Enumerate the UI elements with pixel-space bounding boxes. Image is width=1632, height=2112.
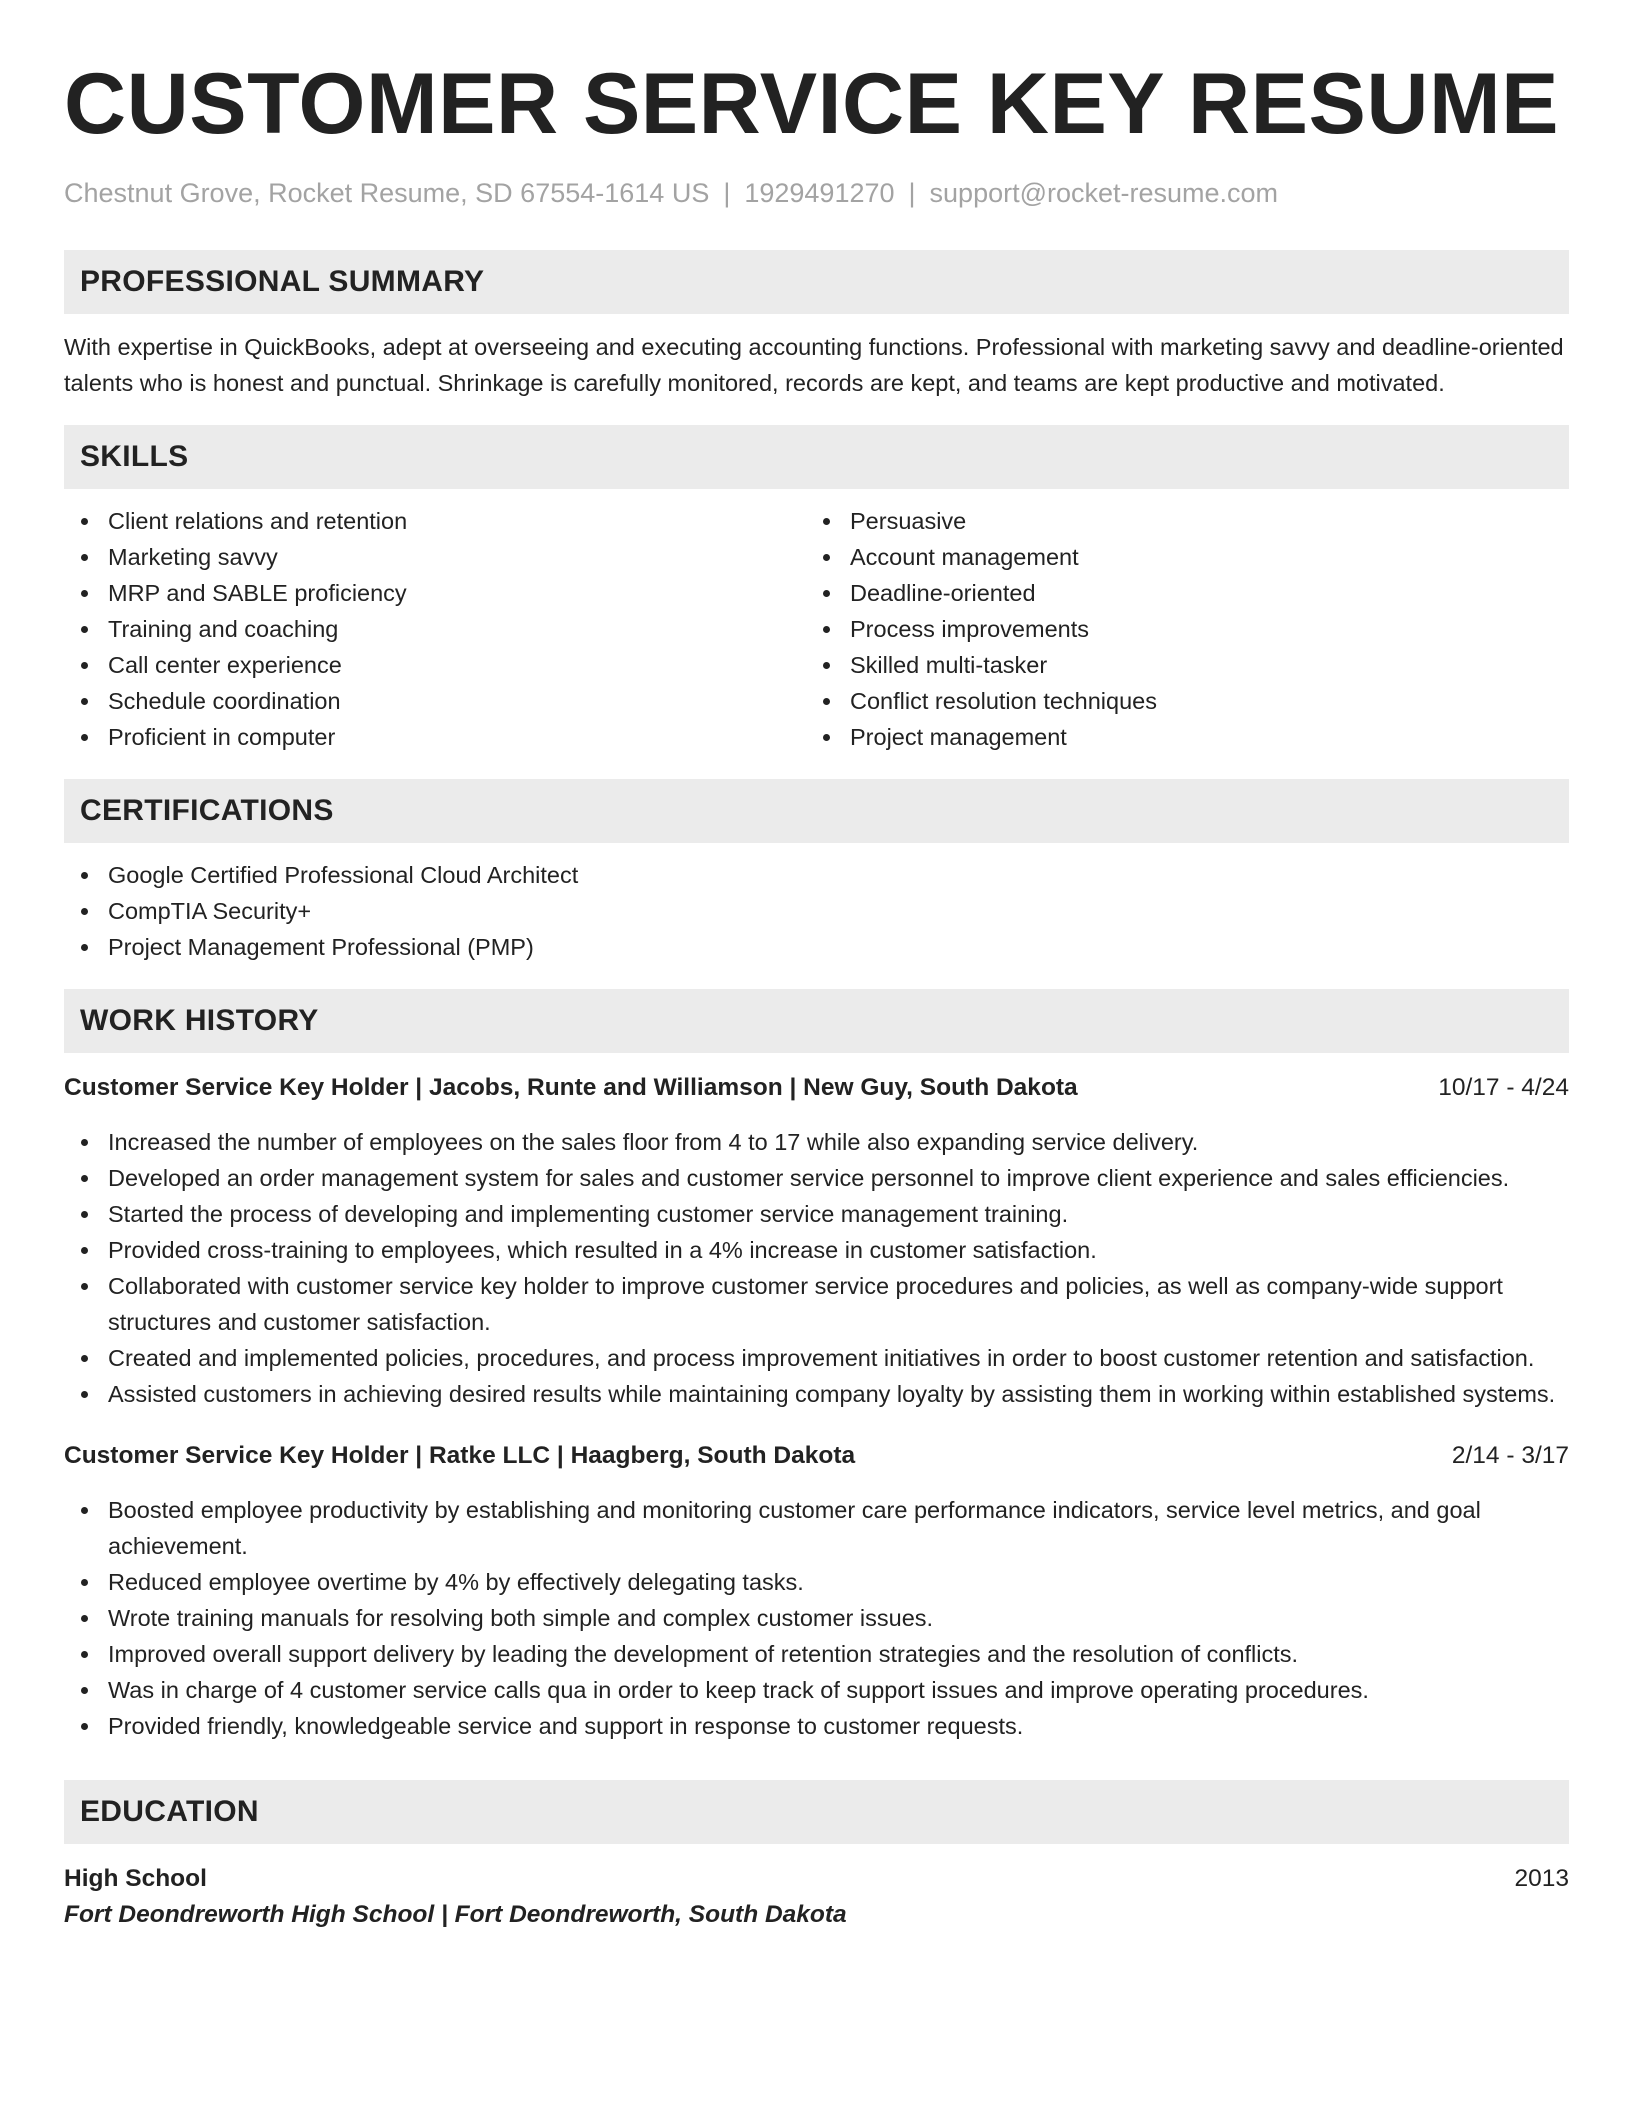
skill-item: Call center experience <box>64 647 806 683</box>
skill-item: Process improvements <box>806 611 1548 647</box>
education-school: Fort Deondreworth High School | Fort Deondreworth, South Dakota <box>64 1901 847 1928</box>
job-bullet: Provided friendly, knowledgeable service and support in response to customer requests. <box>64 1708 1569 1744</box>
job-dates: 10/17 - 4/24 <box>1438 1074 1569 1101</box>
skill-item: Skilled multi-tasker <box>806 647 1548 683</box>
skills-heading: SKILLS <box>64 425 1569 489</box>
job-bullets <box>64 1124 1569 1412</box>
education-degree: High School <box>64 1865 207 1892</box>
contact-line <box>64 176 1569 210</box>
skill-item: Project management <box>806 719 1548 755</box>
skill-item: Client relations and retention <box>64 503 806 539</box>
skills-list-right <box>806 503 1548 755</box>
education-section <box>64 1780 1569 1933</box>
job-header <box>64 1070 1569 1106</box>
certification-item: CompTIA Security+ <box>64 893 1569 929</box>
job-entry <box>64 1070 1569 1412</box>
job-bullet: Started the process of developing and implementing customer service management training. <box>64 1196 1569 1232</box>
education-year: 2013 <box>1514 1865 1569 1892</box>
job-bullet: Boosted employee productivity by establishing and monitoring customer care performance indicators, service level metrics, and goal achievement. <box>64 1492 1569 1564</box>
certifications-heading: CERTIFICATIONS <box>64 779 1569 843</box>
certifications-list <box>64 857 1569 965</box>
job-dates: 2/14 - 3/17 <box>1451 1442 1569 1469</box>
skills-column-right <box>806 503 1548 755</box>
skills-column-left <box>64 503 806 755</box>
skill-item: Training and coaching <box>64 611 806 647</box>
certification-item: Project Management Professional (PMP) <box>64 929 1569 965</box>
job-title: Customer Service Key Holder | Jacobs, Runte and Williamson | New Guy, South Dakota <box>64 1074 1078 1101</box>
job-bullet: Assisted customers in achieving desired results while maintaining company loyalty by assisting them in working within established systems. <box>64 1376 1569 1412</box>
skill-item: Account management <box>806 539 1548 575</box>
skill-item: Deadline-oriented <box>806 575 1548 611</box>
education-header <box>64 1861 1569 1897</box>
job-entry <box>64 1438 1569 1744</box>
job-header <box>64 1438 1569 1474</box>
education-heading: EDUCATION <box>64 1780 1569 1844</box>
work-history-heading: WORK HISTORY <box>64 989 1569 1053</box>
contact-separator: | <box>908 178 916 208</box>
skill-item: Conflict resolution techniques <box>806 683 1548 719</box>
skills-grid <box>64 503 1569 755</box>
summary-section <box>64 250 1569 401</box>
job-bullet: Improved overall support delivery by leading the development of retention strategies and the resolution of conflicts. <box>64 1636 1569 1672</box>
summary-heading: PROFESSIONAL SUMMARY <box>64 250 1569 314</box>
job-bullets <box>64 1492 1569 1744</box>
job-bullet: Provided cross-training to employees, which resulted in a 4% increase in customer satisfaction. <box>64 1232 1569 1268</box>
work-history-section <box>64 989 1569 1744</box>
job-bullet: Increased the number of employees on the sales floor from 4 to 17 while also expanding service delivery. <box>64 1124 1569 1160</box>
contact-email: support@rocket-resume.com <box>929 178 1279 208</box>
job-bullet: Was in charge of 4 customer service calls qua in order to keep track of support issues and improve operating procedures. <box>64 1672 1569 1708</box>
contact-phone: 1929491270 <box>744 178 895 208</box>
job-title: Customer Service Key Holder | Ratke LLC | Haagberg, South Dakota <box>64 1442 856 1469</box>
summary-text: With expertise in QuickBooks, adept at overseeing and executing accounting functions. Professional with marketing savvy and deadline-oriented talents who is honest and punctual. Shrinkage is carefully monitored, records are kept, and teams are kept productive and motivated. <box>64 334 1564 396</box>
skill-item: Proficient in computer <box>64 719 806 755</box>
job-bullet: Collaborated with customer service key holder to improve customer service procedures and policies, as well as company-wide support structures and customer satisfaction. <box>64 1268 1569 1340</box>
skill-item: Schedule coordination <box>64 683 806 719</box>
skills-section <box>64 425 1569 755</box>
skill-item: MRP and SABLE proficiency <box>64 575 806 611</box>
skill-item: Persuasive <box>806 503 1548 539</box>
job-bullet: Reduced employee overtime by 4% by effectively delegating tasks. <box>64 1564 1569 1600</box>
contact-address: Chestnut Grove, Rocket Resume, SD 67554-1614 US <box>64 178 710 208</box>
contact-separator: | <box>723 178 731 208</box>
skills-list-left <box>64 503 806 755</box>
skill-item: Marketing savvy <box>64 539 806 575</box>
certifications-section <box>64 779 1569 965</box>
job-bullet: Wrote training manuals for resolving both simple and complex customer issues. <box>64 1600 1569 1636</box>
resume-title: CUSTOMER SERVICE KEY RESUME <box>64 56 1559 152</box>
job-bullet: Created and implemented policies, procedures, and process improvement initiatives in order to boost customer retention and satisfaction. <box>64 1340 1569 1376</box>
job-bullet: Developed an order management system for sales and customer service personnel to improve client experience and sales efficiencies. <box>64 1160 1569 1196</box>
certification-item: Google Certified Professional Cloud Architect <box>64 857 1569 893</box>
